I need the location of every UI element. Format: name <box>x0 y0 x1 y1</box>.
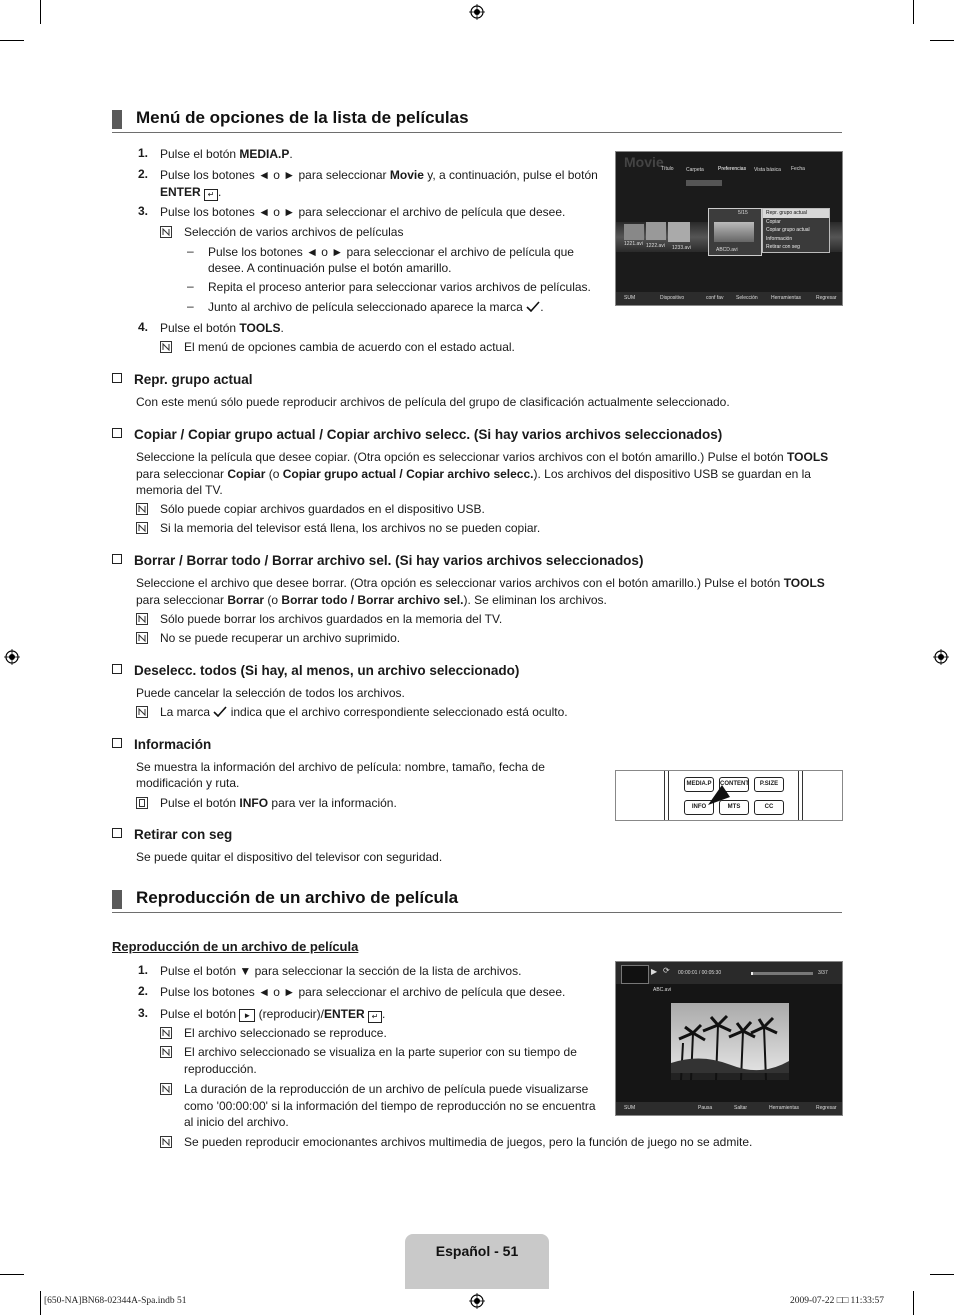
note-tools: El menú de opciones cambia de acuerdo con el estado actual. <box>184 340 515 354</box>
tv-bottom-label: SUM <box>624 1105 636 1111</box>
tv-menu-item[interactable]: Copiar grupo actual <box>766 227 810 233</box>
note-icon <box>136 613 148 625</box>
play-note-3a: La duración de la reproducción de un archivo de película puede visualizarse <box>184 1082 589 1096</box>
playback-subtitle: Reproducción de un archivo de película <box>112 939 359 954</box>
pointer-arrow-icon <box>704 781 734 807</box>
play-note-2a: El archivo seleccionado se visualiza en la parte superior con su tiempo de <box>184 1045 577 1059</box>
tv-screen-playback <box>615 961 843 1116</box>
play-button-icon: ► <box>239 1009 255 1022</box>
tv-menu-item[interactable]: Repr. grupo actual <box>763 209 829 218</box>
section-bar <box>112 890 122 909</box>
tv-progress-fill <box>751 972 753 975</box>
tv-header: Movie <box>624 154 664 170</box>
tv-thumbnail <box>646 222 666 240</box>
tv-tab: Fecha <box>791 166 805 172</box>
borrar-text: Seleccione el archivo que desee borrar. (Otra opción es seleccionar varios archivos con el botón amarillo.) Pulse el botón TOOLS para seleccionar Borrar (o Borrar todo / Borrar archivo sel.). Se eliminan los archivos. <box>136 576 825 607</box>
tv-tab: Título <box>661 166 674 172</box>
checkbox-square-icon <box>112 428 122 438</box>
crop-mark <box>0 40 24 41</box>
palm-tree-picture <box>671 1003 789 1080</box>
note-icon <box>160 341 172 353</box>
tv-file-name: 1222.avi <box>646 243 665 249</box>
section-bar <box>112 110 122 129</box>
subhead-repr: Repr. grupo actual <box>112 372 253 387</box>
crop-mark <box>0 1274 24 1275</box>
remote-note-icon <box>136 797 148 809</box>
step-3-text: Pulse los botones ◄ o ► para seleccionar el archivo de película que desee. <box>160 205 566 219</box>
borrar-note-2: No se puede recuperar un archivo suprimido. <box>160 631 401 645</box>
tv-thumbnail <box>668 222 690 242</box>
tv-bottom-label: Pausa <box>698 1105 713 1111</box>
dash-1-line1: Pulse los botones ◄ o ► para seleccionar el archivo de película que <box>208 245 574 259</box>
enter-icon: ↵ <box>368 1011 382 1023</box>
play-note-3b: como '00:00:00' si la información del tiempo de reproducción no se encuentra <box>184 1099 596 1113</box>
remote-key-mts: MTS <box>719 800 749 815</box>
tv-file-name: ABCD.avi <box>716 247 738 253</box>
note-icon <box>160 1083 172 1095</box>
checkmark-icon <box>526 301 540 312</box>
registration-mark-icon <box>933 649 949 665</box>
note-icon <box>136 706 148 718</box>
tv-sort-bar <box>686 180 722 186</box>
checkbox-square-icon <box>112 664 122 674</box>
crop-mark <box>913 0 914 24</box>
play-note-2b: reproducción. <box>184 1062 257 1076</box>
tv-palm-thumb <box>714 222 754 242</box>
registration-mark-icon <box>4 649 20 665</box>
deselect-text: Puede cancelar la selección de todos los archivos. <box>136 686 405 700</box>
note-icon <box>160 1046 172 1058</box>
step-number: 1. <box>138 146 149 160</box>
remote-key-content: CONTENT <box>719 777 749 792</box>
tv-tab: Carpeta <box>686 167 704 173</box>
play-step-2: Pulse los botones ◄ o ► para seleccionar el archivo de película que desee. <box>160 985 566 999</box>
note-icon <box>136 503 148 515</box>
step-2-text: Pulse los botones ◄ o ► para seleccionar Movie y, a continuación, pulse el botón ENTER ↵ . <box>160 168 598 199</box>
page-number-tab <box>405 1234 549 1289</box>
dash: – <box>187 279 194 293</box>
remote-key-media: MEDIA.P <box>684 777 714 792</box>
checkbox-square-icon <box>112 738 122 748</box>
crop-mark <box>930 1274 954 1275</box>
step-number: 2. <box>138 984 149 998</box>
tv-screen-movie-list <box>615 151 843 306</box>
copiar-text: Seleccione la película que desee copiar. (Otra opción es seleccionar varios archivos con el botón amarillo.) Pulse el botón TOOLS para seleccionar Copiar (o Copiar grupo actual / Copiar archivo selecc.). Los archivos del dispositivo USB se guardan en la memoria del TV. <box>136 450 829 497</box>
registration-mark-icon <box>469 1293 485 1309</box>
step-number: 2. <box>138 167 149 181</box>
dash-3: Junto al archivo de película seleccionado aparece la marca . <box>208 300 544 314</box>
play-note-1: El archivo seleccionado se reproduce. <box>184 1026 387 1040</box>
tv-movie-icon <box>621 965 649 984</box>
step-4-text: Pulse el botón TOOLS. <box>160 321 284 335</box>
tv-counter: 5/15 <box>738 210 748 216</box>
play-note-4: Se pueden reproducir emocionantes archivos multimedia de juegos, pero la función de juego no se admite. <box>184 1135 753 1149</box>
note-icon <box>160 1027 172 1039</box>
footer-file-info: [650-NA]BN68-02344A-Spa.indb 51 <box>44 1296 187 1306</box>
tv-bottom-label: Herramientas <box>771 295 802 301</box>
remote-key-psize: P.SIZE <box>754 777 784 792</box>
subhead-retirar: Retirar con seg <box>112 827 232 842</box>
tv-thumbnail <box>624 224 644 240</box>
copiar-note-1: Sólo puede copiar archivos guardados en el dispositivo USB. <box>160 502 485 516</box>
note-icon <box>136 632 148 644</box>
note-multi-select: Selección de varios archivos de películas <box>184 225 404 239</box>
tv-bottom-bar <box>616 292 842 305</box>
copiar-note-2: Si la memoria del televisor está llena, los archivos no se pueden copiar. <box>160 521 541 535</box>
step-number: 4. <box>138 320 149 334</box>
dash-2: Repita el proceso anterior para seleccionar varios archivos de películas. <box>208 280 591 294</box>
remote-edge <box>664 771 665 820</box>
info-line-1: Se muestra la información del archivo de película: nombre, tamaño, fecha de <box>136 760 545 774</box>
dash: – <box>187 299 194 313</box>
repr-text: Con este menú sólo puede reproducir archivos de película del grupo de clasificación actualmente seleccionado. <box>136 395 730 409</box>
subhead-info: Información <box>112 737 211 752</box>
crop-mark <box>40 0 41 24</box>
tv-file-name: 1221.avi <box>624 241 643 247</box>
tv-options-menu <box>762 208 830 253</box>
remote-edge <box>668 771 669 820</box>
info-note: Pulse el botón INFO para ver la información. <box>160 796 397 810</box>
tv-play-count: 3/37 <box>818 970 828 976</box>
tv-play-time: 00:00:01 / 00:05:30 <box>678 970 722 976</box>
tv-play-file: ABC.avi <box>653 987 672 993</box>
tv-menu-item[interactable]: Retirar con seg <box>766 244 800 250</box>
note-icon <box>160 1136 172 1148</box>
deselect-note: La marca indica que el archivo correspondiente seleccionado está oculto. <box>160 705 568 719</box>
step-1-text: Pulse el botón MEDIA.P. <box>160 147 293 161</box>
tv-bottom-label: Regresar <box>816 1105 837 1111</box>
remote-edge <box>802 771 803 820</box>
remote-key-info: INFO <box>684 800 714 815</box>
play-step-3: Pulse el botón ► (reproducir)/ENTER ↵ . <box>160 1007 386 1021</box>
tv-tab-selected: Preferencias <box>718 166 747 172</box>
remote-edge <box>798 771 799 820</box>
checkmark-icon <box>213 706 227 717</box>
tv-bottom-label: Regresar <box>816 295 837 301</box>
registration-mark-icon <box>469 4 485 20</box>
subhead-copiar: Copiar / Copiar grupo actual / Copiar archivo selecc. (Si hay varios archivos seleccionados) <box>112 427 722 442</box>
info-line-2: modificación y ruta. <box>136 776 240 790</box>
remote-key-cc: CC <box>754 800 784 815</box>
checkbox-square-icon <box>112 828 122 838</box>
tv-bottom-label: Herramientas <box>769 1105 800 1111</box>
crop-mark <box>40 1291 41 1315</box>
subhead-borrar: Borrar / Borrar todo / Borrar archivo sel. (Si hay varios archivos seleccionados) <box>112 553 643 568</box>
tv-bottom-label: Saltar <box>734 1105 748 1111</box>
tv-bottom-label: SUM <box>624 295 636 301</box>
section-title: Reproducción de un archivo de película <box>136 888 459 907</box>
checkbox-square-icon <box>112 554 122 564</box>
step-number: 3. <box>138 204 149 218</box>
note-icon <box>136 522 148 534</box>
checkbox-square-icon <box>112 373 122 383</box>
page-number: Español - 51 <box>435 1243 519 1259</box>
step-number: 3. <box>138 1006 149 1020</box>
crop-mark <box>930 40 954 41</box>
tv-tab: Vista básica <box>754 167 781 173</box>
tv-bottom-bar <box>616 1102 842 1115</box>
play-state-icon: ▶ <box>651 967 658 976</box>
tv-file-name: 1233.avi <box>672 245 691 251</box>
play-step-1: Pulse el botón ▼ para seleccionar la sección de la lista de archivos. <box>160 964 522 978</box>
section-header-playback <box>112 888 842 913</box>
dash-1-line2: desee. A continuación pulse el botón amarillo. <box>208 261 452 275</box>
step-number: 1. <box>138 963 149 977</box>
dash: – <box>187 244 194 258</box>
repeat-icon: ⟳ <box>663 966 670 975</box>
footer-timestamp: 2009-07-22 □□ 11:33:57 <box>790 1296 884 1306</box>
tv-menu-item[interactable]: Copiar <box>766 218 781 225</box>
note-icon <box>160 226 172 238</box>
crop-mark <box>913 1291 914 1315</box>
tv-bottom-label: conf fav <box>706 295 724 301</box>
tv-menu-item[interactable]: Información <box>766 235 793 242</box>
borrar-note-1: Sólo puede borrar los archivos guardados en la memoria del TV. <box>160 612 503 626</box>
remote-illustration <box>615 770 843 821</box>
enter-icon: ↵ <box>204 189 218 201</box>
section-title: Menú de opciones de la lista de películas <box>136 108 469 127</box>
subhead-deselect: Deselecc. todos (Si hay, al menos, un archivo seleccionado) <box>112 663 519 678</box>
section-header-movie-options <box>112 108 842 133</box>
tv-bottom-label: Dispositivo <box>660 295 685 301</box>
tv-progress-track <box>751 972 813 975</box>
retirar-text: Se puede quitar el dispositivo del televisor con seguridad. <box>136 850 443 864</box>
tv-bottom-label: Selección <box>736 295 758 301</box>
play-note-3c: al inicio del archivo. <box>184 1115 289 1129</box>
